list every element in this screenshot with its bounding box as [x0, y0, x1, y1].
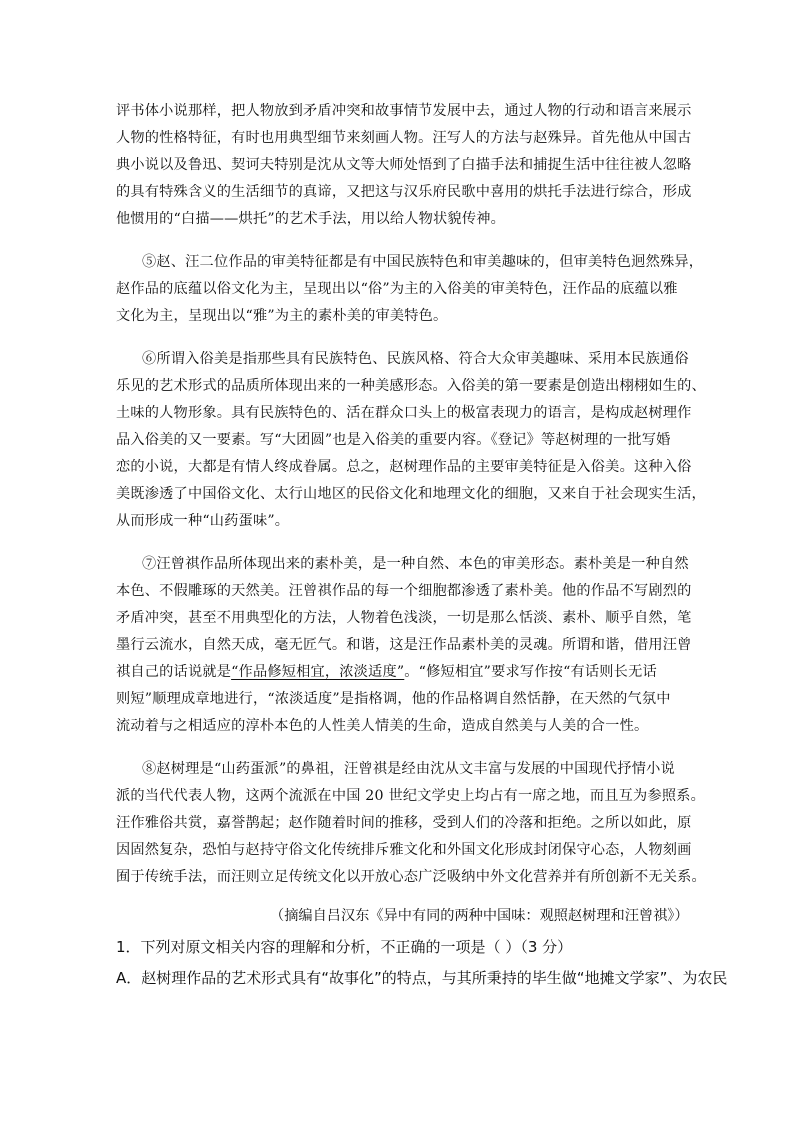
body-line: 从而形成一种“山药蛋味”。 [116, 513, 290, 529]
body-line: 土味的人物形象。具有民族特色的、活在群众口头上的极富表现力的语言，是构成赵树理作 [116, 405, 692, 421]
body-line: 评书体小说那样，把人物放到矛盾冲突和故事情节发展中去，通过人物的行动和语言来展示 [116, 103, 692, 119]
body-line: 墨行云流水，自然天成，毫无匠气。和谐，这是汪作品素朴美的灵魂。所谓和谐，借用汪曾 [116, 637, 692, 653]
body-line: 矛盾冲突，甚至不用典型化的方法，人物着色浅淡，一切是那么恬淡、素朴、顺乎自然，笔 [116, 610, 692, 626]
body-line: 因固然复杂，恐怕与赵持守俗文化传统排斥雅文化和外国文化形成封闭保守心态，人物刻画 [116, 842, 692, 858]
body-line: 的具有特殊含义的生活细节的真谛，又把这与汉乐府民歌中喜用的烘托手法进行综合，形成 [116, 184, 692, 200]
body-line: 流动着与之相适应的淳朴本色的人性美人情美的生命，造成自然美与人美的合一性。 [116, 718, 649, 734]
body-line: 文化为主，呈现出以“雅”为主的素朴美的审美特色。 [116, 308, 448, 324]
body-line: 汪作雅俗共赏，嘉誉鹊起；赵作随着时间的推移，受到人们的冷落和拒绝。之所以如此，原 [116, 815, 692, 831]
underlined-quote: “作品修短相宜，浓淡适度” [231, 664, 405, 680]
body-line: ⑤赵、汪二位作品的审美特征都是有中国民族特色和审美趣味的，但审美特色迥然殊异， [142, 254, 704, 270]
body-line: 赵作品的底蕴以俗文化为主，呈现出以“俗”为主的入俗美的审美特色，汪作品的底蕴以雅 [116, 281, 678, 297]
body-line: 典小说以及鲁迅、契诃夫特别是沈从文等大师处悟到了白描手法和捕捉生活中往往被人忽略 [116, 157, 692, 173]
body-line: 品入俗美的又一要素。写“大团圆”也是入俗美的重要内容。《登记》等赵树理的一批写婚 [116, 432, 671, 448]
body-line: 美既渗透了中国俗文化、太行山地区的民俗文化和地理文化的细胞，又来自于社会现实生活， [116, 486, 706, 502]
body-line: 他惯用的“白描——烘托”的艺术手法，用以给人物状貌传神。 [116, 211, 505, 227]
body-line: ⑦汪曾祺作品所体现出来的素朴美，是一种自然、本色的审美形态。素朴美是一种自然 [142, 556, 689, 572]
source-citation: （摘编自吕汉东《异中有同的两种中国味：观照赵树理和汪曾祺》） [270, 908, 689, 924]
question-option-a: A．赵树理作品的艺术形式具有“故事化”的特点，与其所秉持的毕生做“地摊文学家”、为农民 [116, 969, 728, 987]
body-line: 囿于传统手法，而汪则立足传统文化以开放心态广泛吸纳中外文化营养并有所创新不无关系。 [116, 869, 706, 885]
body-line: 则短”顺理成章地进行，“浓淡适度”是指格调，他的作品格调自然恬静，在天然的气氛中 [116, 691, 671, 707]
body-line: 本色、不假雕琢的天然美。汪曾祺作品的每一个细胞都渗透了素朴美。他的作品不写剧烈的 [116, 583, 692, 599]
body-line: 乐见的艺术形式的品质所体现出来的一种美感形态。入俗美的第一要素是创造出栩栩如生的、 [116, 378, 706, 394]
body-line: 恋的小说，大都是有情人终成眷属。总之，赵树理作品的主要审美特征是入俗美。这种入俗 [116, 459, 692, 475]
body-line-with-underline: 祺自己的话说就是“作品修短相宜，浓淡适度”。“修短相宜”要求写作按“有话则长无话 [116, 664, 657, 680]
body-line: ⑧赵树理是“山药蛋派”的鼻祖，汪曾祺是经由沈从文丰富与发展的中国现代抒情小说 [142, 761, 675, 777]
body-line: 派的当代代表人物，这两个流派在中国 20 世纪文学史上均占有一席之地，而且互为参照系。 [116, 788, 705, 804]
body-line: 人物的性格特征，有时也用典型细节来刻画人物。汪写人的方法与赵殊异。首先他从中国古 [116, 130, 692, 146]
body-line: ⑥所谓入俗美是指那些具有民族特色、民族风格、符合大众审美趣味、采用本民族通俗 [142, 351, 689, 367]
question-stem: 1．下列对原文相关内容的理解和分析，不正确的一项是（ ）（3 分） [116, 938, 573, 956]
